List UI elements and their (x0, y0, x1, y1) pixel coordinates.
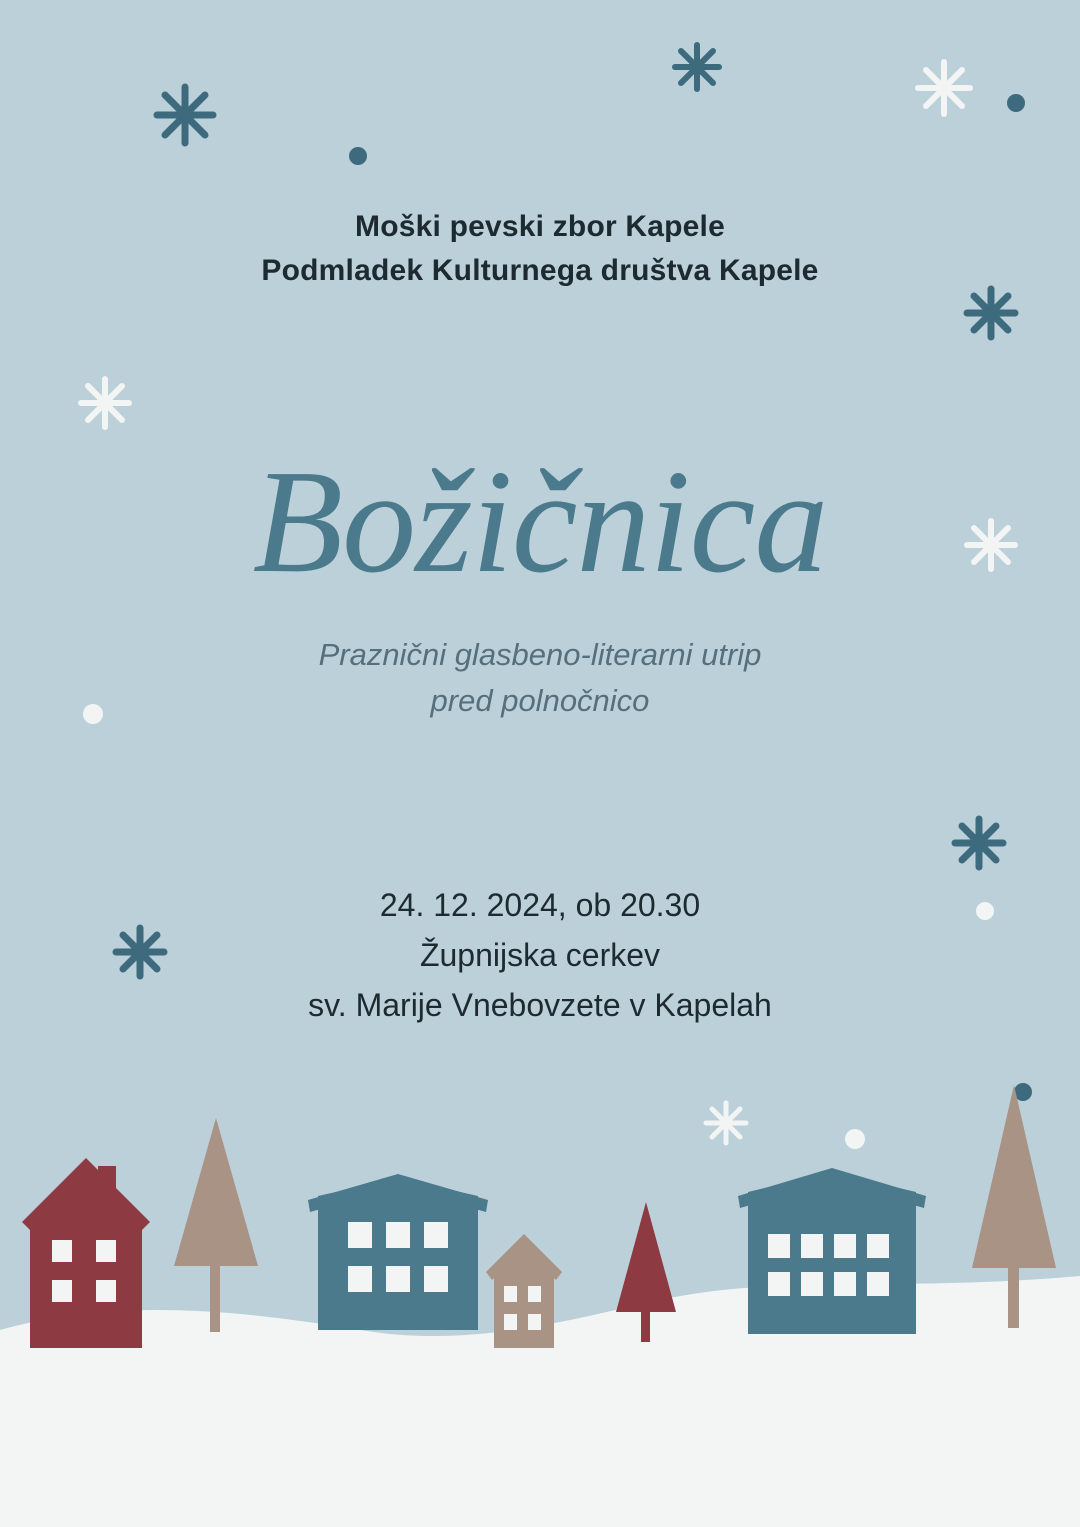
poster-title: Božičnica (252, 440, 828, 604)
event-details (0, 880, 1080, 1030)
subtitle-line-2: pred polnočnico (430, 683, 650, 718)
subtitle-line-1: Praznični glasbeno-literarni utrip (318, 637, 762, 672)
event-venue-line-1: Župnijska cerkev (419, 937, 661, 973)
poster-subtitle (0, 632, 1080, 724)
organizer-line-2: Podmladek Kulturnega društva Kapele (261, 254, 819, 287)
organizer-line-1: Moški pevski zbor Kapele (355, 210, 725, 243)
event-venue-line-2: sv. Marije Vnebovzete v Kapelah (308, 987, 772, 1023)
event-datetime: 24. 12. 2024, ob 20.30 (379, 887, 701, 923)
organizer-block (0, 205, 1080, 293)
